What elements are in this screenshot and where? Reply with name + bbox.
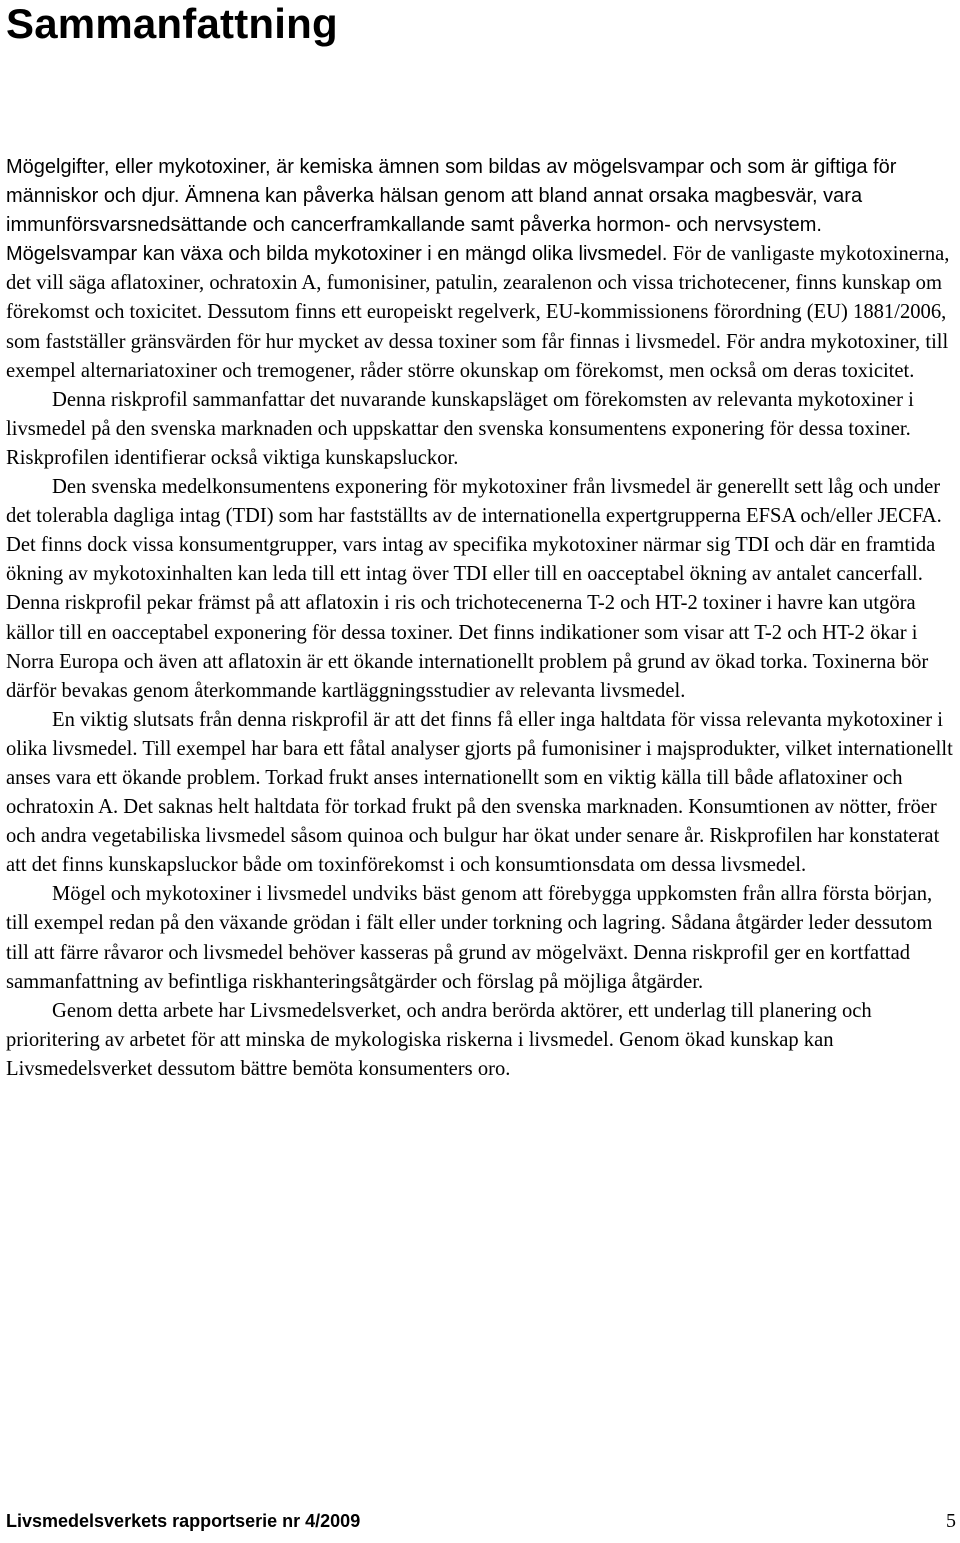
body-text — [6, 153, 958, 1084]
intro-sans-text: Mögelgifter, eller mykotoxiner, är kemiska ämnen som bildas av mögelsvampar och som är giftiga för människor och djur. Ämnena kan påverka hälsan genom att bland annat orsaka magbesvär, vara immunförsvarsnedsättande och cancerframkallande samt påverka hormon- och nervsystem. Mögelsvampar kan växa och bilda mykotoxiner i en mängd olika livsmedel. — [6, 156, 897, 266]
paragraph-5: Mögel och mykotoxiner i livsmedel undviks bäst genom att förebygga uppkomsten från allra första början, till exempel redan på den växande grödan i fält eller under torkning och lagring. Sådana åtgärder leder dessutom till att färre råvaror och livsmedel behöver kasseras på grund av mögelväxt. Denna riskprofil ger en kortfattad sammanfattning av befintliga riskhanteringsåtgärder och förslag på möjliga åtgärder. — [6, 883, 933, 993]
paragraph-3: Den svenska medelkonsumentens exponering för mykotoxiner från livsmedel är generellt sett låg och under det tolerabla dagliga intag (TDI) som har fastställts av de internationella expertgrupperna EFSA och/eller JECFA. Det finns dock vissa konsumentgrupper, vars intag av specifika mykotoxiner närmar sig TDI och där en framtida ökning av mykotoxinhalten kan leda till ett intag över TDI eller till en oacceptabel ökning av antalet cancerfall. Denna riskprofil pekar främst på att aflatoxin i ris och trichotecenerna T-2 och HT-2 toxiner i havre kan utgöra källor till en oacceptabel exponering för dessa toxiner. Det finns indikationer som visar att T-2 och HT-2 ökar i Norra Europa och även att aflatoxin är ett ökande internationellt problem på grund av ökad torka. Toxinerna bör därför bevakas genom återkommande kartläggningsstudier av relevanta livsmedel. — [6, 476, 942, 702]
paragraph-4: En viktig slutsats från denna riskprofil är att det finns få eller inga haltdata för vissa relevanta mykotoxiner i olika livsmedel. Till exempel har bara ett fåtal analyser gjorts på fumonisiner i majsprodukter, vilket internationellt anses vara ett ökande problem. Torkad frukt anses internationellt som en viktig källa till både aflatoxiner och ochratoxin A. Det saknas helt haltdata för torkad frukt på den svenska marknaden. Konsumtionen av nötter, fröer och andra vegetabiliska livsmedel såsom quinoa och bulgur har ökat under senare år. Riskprofilen har konstaterat att det finns kunskapsluckor både om toxinförekomst i och konsumtionsdata om dessa livsmedel. — [6, 708, 953, 877]
intro-serif-text: För de vanligaste mykotoxinerna, det vill säga aflatoxiner, ochratoxin A, fumonisiner, patulin, zearalenon och vissa trichotecener, finns kunskap om förekomst och toxicitet. Dessutom finns ett europeiskt regelverk, EU-kommissionens förordning (EU) 1881/2006, som fastställer gränsvärden för hur mycket av dessa toxiner som får finnas i livsmedel. För andra mykotoxiner, till exempel alternariatoxiner och tremogener, råder större okunskap om förekomst, men också om deras toxicitet. — [6, 243, 950, 382]
page-number: 5 — [946, 1510, 956, 1532]
paragraph-2: Denna riskprofil sammanfattar det nuvarande kunskapsläget om förekomsten av relevanta mykotoxiner i livsmedel på den svenska marknaden och uppskattar den svenska konsumentens exponering för dessa toxiner. Riskprofilen identifierar också viktiga kunskapsluckor. — [6, 388, 914, 469]
page-title: Sammanfattning — [6, 0, 338, 47]
footer-series: Livsmedelsverkets rapportserie nr 4/2009 — [6, 1511, 361, 1531]
page-footer — [6, 1508, 958, 1534]
paragraph-6: Genom detta arbete har Livsmedelsverket, och andra berörda aktörer, ett underlag till planering och prioritering av arbetet för att minska de mykologiska riskerna i livsmedel. Genom ökad kunskap kan Livsmedelsverket dessutom bättre bemöta konsumenters oro. — [6, 999, 872, 1080]
paragraph-intro — [6, 153, 958, 386]
